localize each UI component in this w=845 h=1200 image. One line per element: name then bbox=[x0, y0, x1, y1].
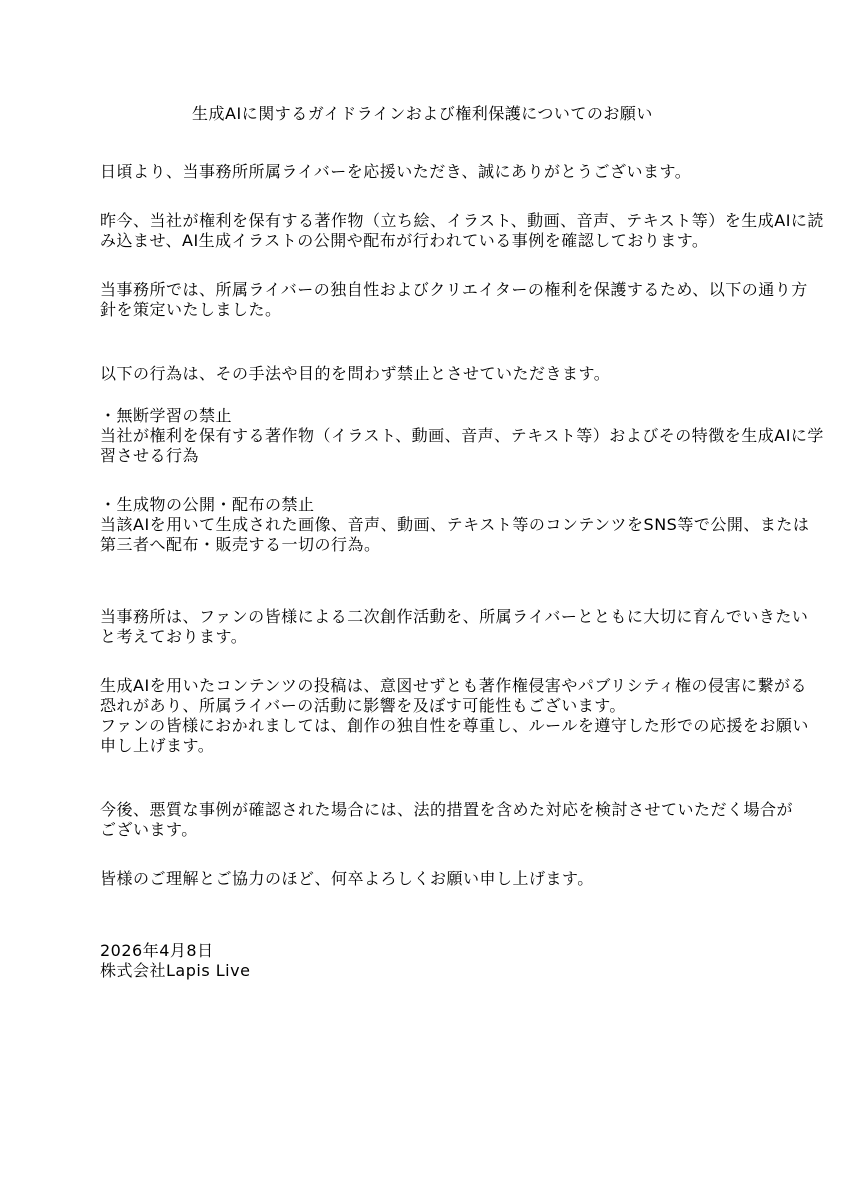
paragraph-line: 当社が権利を保有する著作物（イラスト、動画、音声、テキスト等）およびその特徴を生成AIに学 bbox=[100, 426, 824, 445]
paragraph-line: ファンの皆様におかれましては、創作の独自性を尊重し、ルールを遵守した形での応援をお願い bbox=[100, 716, 809, 735]
bullet-heading: ・生成物の公開・配布の禁止 bbox=[100, 495, 315, 514]
document-title: 生成AIに関するガイドラインおよび権利保護についてのお願い bbox=[192, 104, 653, 123]
paragraph-line: 恐れがあり、所属ライバーの活動に影響を及ぼす可能性もございます。 bbox=[100, 696, 626, 715]
paragraph-line: 昨今、当社が権利を保有する著作物（立ち絵、イラスト、動画、音声、テキスト等）を生成AIに読 bbox=[100, 211, 824, 230]
paragraph-line: 当事務所は、ファンの皆様による二次創作活動を、所属ライバーとともに大切に育んでいきたい bbox=[100, 607, 809, 626]
paragraph-line: 当該AIを用いて生成された画像、音声、動画、テキスト等のコンテンツをSNS等で公開、または bbox=[100, 515, 810, 534]
closing-line: 皆様のご理解とご協力のほど、何卒よろしくお願い申し上げます。 bbox=[100, 869, 594, 888]
paragraph-line: 当事務所では、所属ライバーの独自性およびクリエイターの権利を保護するため、以下の通り方 bbox=[100, 280, 808, 299]
company-name: 株式会社Lapis Live bbox=[100, 961, 251, 980]
paragraph-line: 第三者へ配布・販売する一切の行為。 bbox=[100, 535, 381, 554]
paragraph-line: ございます。 bbox=[100, 820, 198, 839]
paragraph-line: み込ませ、AI生成イラストの公開や配布が行われている事例を確認しております。 bbox=[100, 231, 709, 250]
paragraph-line: 生成AIを用いたコンテンツの投稿は、意図せずとも著作権侵害やパブリシティ権の侵害に繋がる bbox=[100, 676, 807, 695]
paragraph-line: 申し上げます。 bbox=[100, 736, 215, 755]
greeting: 日頃より、当事務所所属ライバーを応援いただき、誠にありがとうございます。 bbox=[100, 162, 692, 181]
paragraph-line: 針を策定いたしました。 bbox=[100, 300, 282, 319]
paragraph-line: 以下の行為は、その手法や目的を問わず禁止とさせていただきます。 bbox=[100, 364, 611, 383]
bullet-heading: ・無断学習の禁止 bbox=[100, 406, 233, 425]
paragraph-line: 習させる行為 bbox=[100, 446, 200, 465]
paragraph-line: 今後、悪質な事例が確認された場合には、法的措置を含めた対応を検討させていただく場合が bbox=[100, 800, 794, 819]
document-date: 2026年4月8日 bbox=[100, 941, 214, 960]
paragraph-line: と考えております。 bbox=[100, 627, 248, 646]
